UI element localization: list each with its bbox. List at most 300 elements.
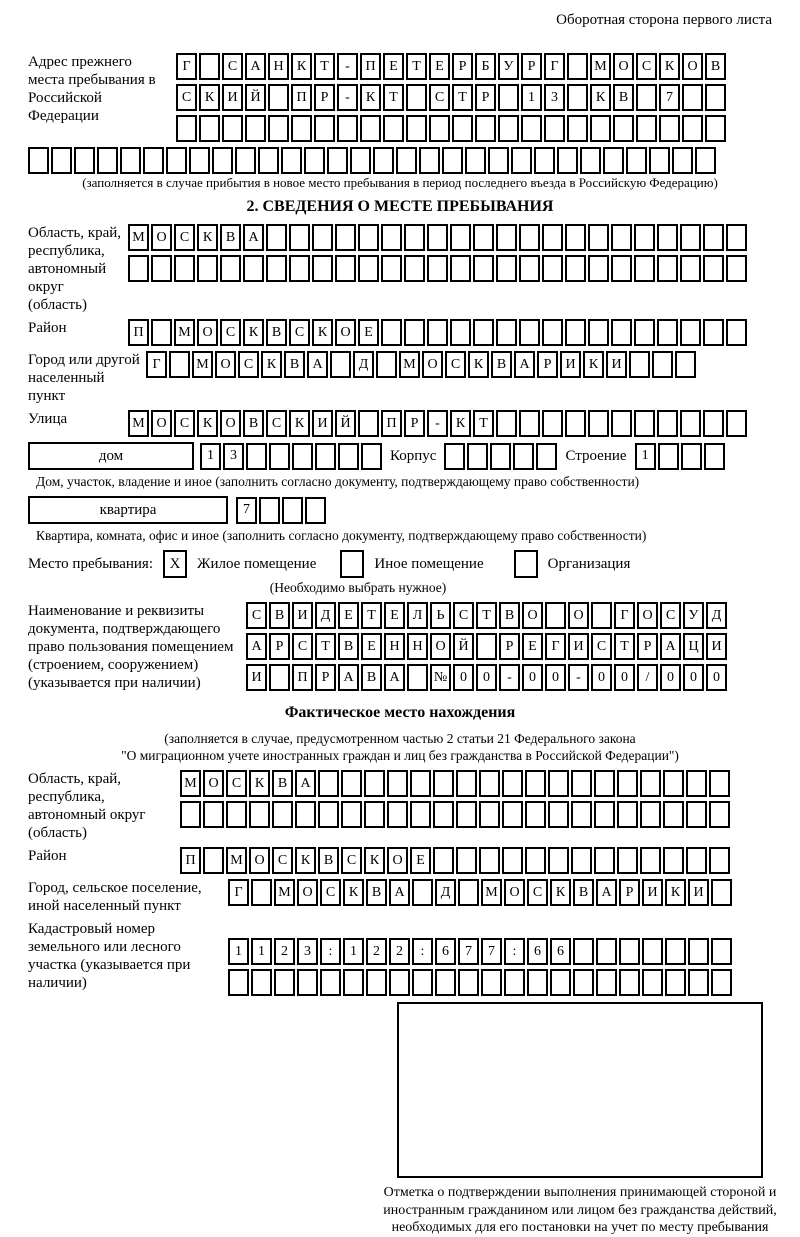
char-box: [373, 147, 394, 174]
char-box: [410, 770, 431, 797]
char-box: Т: [452, 84, 473, 111]
char-box: Т: [361, 602, 382, 629]
stamp-area: [383, 1002, 777, 1237]
char-box: [338, 443, 359, 470]
actual-location-title: Фактическое место нахождения: [284, 704, 516, 721]
char-box: [657, 319, 678, 346]
fact-raion-label: Район: [28, 848, 67, 864]
char-box: [128, 255, 149, 282]
char-box: [305, 497, 326, 524]
char-box: [291, 115, 312, 142]
char-box: [571, 847, 592, 874]
kadastr-field: [28, 920, 772, 996]
char-box: [312, 255, 333, 282]
char-box: [475, 115, 496, 142]
char-box: [341, 770, 362, 797]
char-box: В: [361, 664, 382, 691]
char-box: В: [220, 224, 241, 251]
char-box: [412, 879, 433, 906]
kvartira-row: [28, 496, 772, 524]
char-box: С: [445, 351, 466, 378]
char-box: [709, 770, 730, 797]
oblast-row-1: [128, 224, 747, 251]
char-box: [450, 224, 471, 251]
char-box: [634, 319, 655, 346]
char-box: -: [337, 84, 358, 111]
raion-label: Район: [28, 320, 67, 336]
char-box: И: [246, 664, 267, 691]
char-box: О: [203, 770, 224, 797]
char-box: А: [596, 879, 617, 906]
char-box: [199, 115, 220, 142]
prev-address-row-2: [176, 84, 726, 111]
char-box: С: [636, 53, 657, 80]
char-box: Д: [315, 602, 336, 629]
char-box: [665, 938, 686, 965]
char-box: [565, 255, 586, 282]
char-box: Ц: [683, 633, 704, 660]
char-box: [143, 147, 164, 174]
char-box: [174, 255, 195, 282]
char-box: В: [499, 602, 520, 629]
char-box: [680, 224, 701, 251]
char-box: 0: [545, 664, 566, 691]
char-box: 0: [706, 664, 727, 691]
char-box: О: [568, 602, 589, 629]
char-box: [519, 319, 540, 346]
char-box: [350, 147, 371, 174]
char-box: [513, 443, 534, 470]
char-box: П: [180, 847, 201, 874]
char-box: М: [226, 847, 247, 874]
actual-location-note: [28, 730, 772, 764]
char-box: [504, 969, 525, 996]
char-box: [481, 969, 502, 996]
char-box: [525, 801, 546, 828]
char-box: [726, 224, 747, 251]
dom-row: [28, 442, 772, 470]
char-box: [590, 115, 611, 142]
char-box: [258, 147, 279, 174]
char-box: Е: [358, 319, 379, 346]
char-box: [289, 255, 310, 282]
section2-title: 2. СВЕДЕНИЯ О МЕСТЕ ПРЕБЫВАНИЯ: [246, 198, 554, 215]
char-box: Р: [521, 53, 542, 80]
char-box: [565, 224, 586, 251]
char-box: К: [364, 847, 385, 874]
oblast-row-2: [128, 255, 747, 282]
char-box: Р: [314, 84, 335, 111]
char-box: [312, 224, 333, 251]
char-box: Н: [384, 633, 405, 660]
char-box: [456, 770, 477, 797]
char-box: С: [527, 879, 548, 906]
char-box: [542, 410, 563, 437]
char-box: О: [249, 847, 270, 874]
char-box: [542, 224, 563, 251]
char-box: [688, 969, 709, 996]
char-box: И: [568, 633, 589, 660]
char-box: Е: [361, 633, 382, 660]
char-box: [596, 938, 617, 965]
char-box: [642, 938, 663, 965]
char-box: [594, 801, 615, 828]
char-box: [327, 147, 348, 174]
char-box: [613, 115, 634, 142]
char-box: О: [504, 879, 525, 906]
char-box: [358, 410, 379, 437]
char-box: -: [337, 53, 358, 80]
char-box: С: [292, 633, 313, 660]
char-box: К: [249, 770, 270, 797]
char-box: М: [180, 770, 201, 797]
char-box: [476, 633, 497, 660]
char-box: [565, 319, 586, 346]
char-box: В: [318, 847, 339, 874]
char-box: [534, 147, 555, 174]
char-box: В: [573, 879, 594, 906]
kvartira-number-boxes: [236, 497, 326, 524]
char-box: Д: [353, 351, 374, 378]
char-box: [268, 84, 289, 111]
char-box: 1: [343, 938, 364, 965]
char-box: [180, 801, 201, 828]
char-box: С: [591, 633, 612, 660]
char-box: [297, 969, 318, 996]
char-box: К: [360, 84, 381, 111]
char-box: М: [590, 53, 611, 80]
char-box: С: [238, 351, 259, 378]
char-box: [703, 255, 724, 282]
char-box: [634, 410, 655, 437]
char-box: :: [412, 938, 433, 965]
char-box: Н: [268, 53, 289, 80]
char-box: [360, 115, 381, 142]
char-box: В: [705, 53, 726, 80]
char-box: Р: [404, 410, 425, 437]
char-box: К: [665, 879, 686, 906]
char-box: Р: [637, 633, 658, 660]
char-box: Г: [146, 351, 167, 378]
char-box: А: [243, 224, 264, 251]
char-box: [502, 770, 523, 797]
char-box: О: [422, 351, 443, 378]
fact-oblast-field: [28, 770, 772, 842]
char-box: [519, 410, 540, 437]
char-box: [519, 255, 540, 282]
char-box: [634, 224, 655, 251]
char-box: [151, 319, 172, 346]
char-box: [703, 319, 724, 346]
char-box: [335, 224, 356, 251]
prev-address-row-3: [176, 115, 726, 142]
char-box: [611, 224, 632, 251]
char-box: [51, 147, 72, 174]
char-box: К: [197, 410, 218, 437]
char-box: [498, 115, 519, 142]
char-box: [525, 847, 546, 874]
char-box: 0: [591, 664, 612, 691]
char-box: [726, 319, 747, 346]
char-box: [573, 969, 594, 996]
char-box: [663, 770, 684, 797]
char-box: К: [659, 53, 680, 80]
document-row-2: [246, 633, 727, 660]
stay-type-note: (Необходимо выбрать нужное): [269, 580, 447, 595]
char-box: О: [215, 351, 236, 378]
char-box: [567, 53, 588, 80]
char-box: И: [222, 84, 243, 111]
char-box: [711, 938, 732, 965]
stroenie-label: Строение: [565, 447, 627, 464]
char-box: Й: [335, 410, 356, 437]
stay-type-option-org: Организация: [547, 555, 631, 572]
char-box: 0: [453, 664, 474, 691]
char-box: [295, 801, 316, 828]
char-box: С: [341, 847, 362, 874]
char-box: [640, 801, 661, 828]
char-box: [226, 801, 247, 828]
stay-type-checkbox-inoe: [340, 550, 364, 578]
char-box: [680, 255, 701, 282]
gorod-row: [146, 351, 696, 378]
char-box: [269, 443, 290, 470]
char-box: А: [660, 633, 681, 660]
char-box: [343, 969, 364, 996]
char-box: [364, 801, 385, 828]
char-box: Й: [245, 84, 266, 111]
char-box: В: [269, 602, 290, 629]
char-box: Е: [384, 602, 405, 629]
char-box: С: [266, 410, 287, 437]
char-box: [282, 497, 303, 524]
char-box: [203, 801, 224, 828]
char-box: [404, 319, 425, 346]
char-box: [496, 255, 517, 282]
char-box: [435, 969, 456, 996]
char-box: О: [387, 847, 408, 874]
char-box: [680, 410, 701, 437]
char-box: [292, 443, 313, 470]
char-box: [636, 115, 657, 142]
char-box: В: [491, 351, 512, 378]
char-box: [542, 255, 563, 282]
char-box: [318, 770, 339, 797]
char-box: К: [312, 319, 333, 346]
char-box: В: [243, 410, 264, 437]
char-box: А: [245, 53, 266, 80]
char-box: [166, 147, 187, 174]
char-box: [571, 770, 592, 797]
char-box: [387, 770, 408, 797]
char-box: К: [450, 410, 471, 437]
char-box: О: [637, 602, 658, 629]
char-box: Д: [706, 602, 727, 629]
char-box: И: [606, 351, 627, 378]
char-box: [335, 255, 356, 282]
char-box: [704, 443, 725, 470]
char-box: С: [176, 84, 197, 111]
char-box: 0: [660, 664, 681, 691]
char-box: А: [389, 879, 410, 906]
char-box: [603, 147, 624, 174]
char-box: А: [514, 351, 535, 378]
char-box: С: [272, 847, 293, 874]
char-box: [649, 147, 670, 174]
char-box: [548, 770, 569, 797]
char-box: Р: [537, 351, 558, 378]
char-box: [433, 770, 454, 797]
char-box: В: [272, 770, 293, 797]
char-box: [176, 115, 197, 142]
dom-box: дом: [28, 442, 194, 470]
char-box: [498, 84, 519, 111]
char-box: А: [295, 770, 316, 797]
char-box: Т: [406, 53, 427, 80]
char-box: [611, 255, 632, 282]
char-box: [268, 115, 289, 142]
char-box: [479, 770, 500, 797]
char-box: [703, 410, 724, 437]
document-label: Наименование и реквизиты документа, подтверждающего право пользования помещением (строением, сооружением) (указывается при наличии): [28, 603, 234, 691]
char-box: Е: [410, 847, 431, 874]
char-box: [525, 770, 546, 797]
char-box: К: [199, 84, 220, 111]
char-box: [269, 664, 290, 691]
char-box: [663, 801, 684, 828]
char-box: [640, 847, 661, 874]
char-box: [337, 115, 358, 142]
char-box: Н: [407, 633, 428, 660]
char-box: [659, 115, 680, 142]
actual-location-note-line1: (заполняется в случае, предусмотренном частью 2 статьи 21 Федерального закона: [164, 731, 636, 746]
char-box: [588, 410, 609, 437]
char-box: [502, 847, 523, 874]
char-box: [407, 664, 428, 691]
char-box: [496, 410, 517, 437]
char-box: [330, 351, 351, 378]
char-box: 2: [389, 938, 410, 965]
char-box: [419, 147, 440, 174]
char-box: К: [295, 847, 316, 874]
char-box: Г: [176, 53, 197, 80]
kvartira-note: Квартира, комната, офис и иное (заполнить согласно документу, подтверждающему право собственности): [36, 528, 647, 543]
char-box: 1: [200, 443, 221, 470]
char-box: [705, 115, 726, 142]
char-box: [496, 319, 517, 346]
char-box: К: [468, 351, 489, 378]
char-box: С: [453, 602, 474, 629]
kadastr-row-1: [228, 938, 732, 965]
char-box: Т: [614, 633, 635, 660]
kadastr-row-2: [228, 969, 732, 996]
char-box: [626, 147, 647, 174]
char-box: Е: [383, 53, 404, 80]
char-box: С: [429, 84, 450, 111]
char-box: [705, 84, 726, 111]
fact-gorod-field: [28, 879, 772, 915]
char-box: 7: [659, 84, 680, 111]
char-box: [320, 969, 341, 996]
char-box: 0: [522, 664, 543, 691]
char-box: И: [642, 879, 663, 906]
char-box: Й: [453, 633, 474, 660]
prev-address-note: (заполняется в случае прибытия в новое место пребывания в период последнего въезда в Российскую Федерацию): [82, 175, 718, 190]
char-box: К: [291, 53, 312, 80]
char-box: [429, 115, 450, 142]
char-box: [521, 115, 542, 142]
char-box: [544, 115, 565, 142]
korpus-boxes: [444, 443, 557, 470]
char-box: [361, 443, 382, 470]
char-box: [642, 969, 663, 996]
char-box: В: [366, 879, 387, 906]
stamp-caption: Отметка о подтверждении выполнения принимающей стороной и иностранным гражданином или лицом без гражданства действий, необходимых для его постановки на учет по месту пребывания: [383, 1185, 777, 1235]
fact-gorod-label: Город, сельское поселение, иной населенный пункт: [28, 880, 202, 914]
char-box: [381, 255, 402, 282]
char-box: К: [343, 879, 364, 906]
char-box: О: [430, 633, 451, 660]
char-box: М: [128, 224, 149, 251]
stamp-box: [397, 1002, 763, 1178]
char-box: У: [498, 53, 519, 80]
char-box: Е: [522, 633, 543, 660]
char-box: [545, 602, 566, 629]
char-box: [657, 224, 678, 251]
char-box: Д: [435, 879, 456, 906]
char-box: О: [613, 53, 634, 80]
char-box: [571, 801, 592, 828]
char-box: И: [312, 410, 333, 437]
char-box: [617, 801, 638, 828]
char-box: [657, 410, 678, 437]
char-box: 0: [614, 664, 635, 691]
char-box: О: [682, 53, 703, 80]
char-box: Г: [614, 602, 635, 629]
char-box: Л: [407, 602, 428, 629]
char-box: [383, 115, 404, 142]
stay-type-label: Место пребывания:: [28, 555, 153, 572]
char-box: В: [338, 633, 359, 660]
char-box: [456, 801, 477, 828]
char-box: [412, 969, 433, 996]
char-box: [458, 879, 479, 906]
char-box: К: [289, 410, 310, 437]
char-box: С: [226, 770, 247, 797]
char-box: Р: [499, 633, 520, 660]
char-box: /: [637, 664, 658, 691]
prev-address-row-1: [176, 53, 726, 80]
char-box: [594, 847, 615, 874]
char-box: Р: [452, 53, 473, 80]
char-box: [711, 879, 732, 906]
oblast-field: [28, 224, 772, 314]
char-box: [251, 879, 272, 906]
char-box: П: [128, 319, 149, 346]
char-box: Т: [315, 633, 336, 660]
fact-oblast-row-1: [180, 770, 730, 797]
char-box: Т: [314, 53, 335, 80]
char-box: [542, 319, 563, 346]
char-box: -: [427, 410, 448, 437]
document-field: [28, 602, 772, 692]
char-box: В: [284, 351, 305, 378]
raion-field: [28, 319, 772, 346]
char-box: Б: [475, 53, 496, 80]
prev-address-label: Адрес прежнего места пребывания в Российской Федерации: [28, 54, 156, 124]
char-box: [364, 770, 385, 797]
char-box: О: [151, 410, 172, 437]
